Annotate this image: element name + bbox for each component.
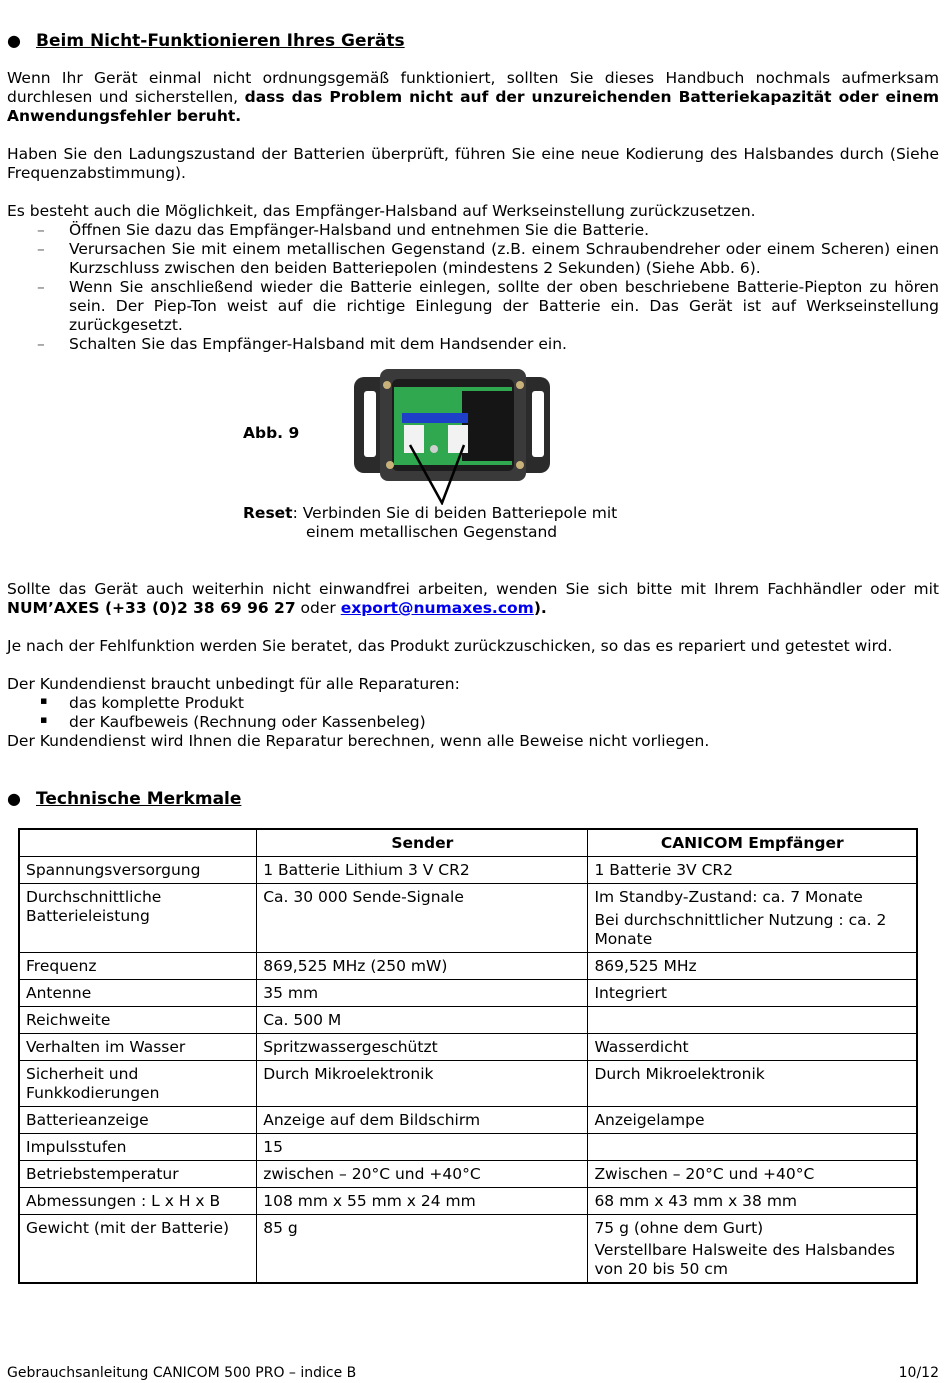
table-row <box>19 1134 917 1161</box>
header-receiver: CANICOM Empfänger <box>588 829 917 857</box>
receiver-cell: Anzeigelampe <box>588 1107 917 1134</box>
section-heading-malfunction: Beim Nicht-Funktionieren Ihres Geräts <box>36 31 405 51</box>
section-heading-specs: Technische Merkmale <box>36 789 242 809</box>
list-item-cont: sein. Der Piep-Ton weist auf die richtige Einlegung der Batterie ein. Das Gerät ist auf Werkseinstellung <box>69 297 939 315</box>
paragraph-line: Anwendungsfehler beruht. <box>7 107 242 125</box>
row-label: Spannungsversorgung <box>19 857 257 884</box>
receiver-cell: Zwischen – 20°C und +40°C <box>588 1161 917 1188</box>
table-row <box>19 980 917 1007</box>
sender-cell: Spritzwassergeschützt <box>257 1034 588 1061</box>
reset-caption: Reset: Verbinden Sie di beiden Batteriepole mit <box>243 504 618 522</box>
list-item: Öffnen Sie dazu das Empfänger-Halsband und entnehmen Sie die Batterie. <box>69 221 650 239</box>
paragraph-line: Der Kundendienst braucht unbedingt für alle Reparaturen: <box>7 675 460 693</box>
table-header-row <box>19 829 917 857</box>
table-row <box>19 884 917 953</box>
sender-cell: Ca. 30 000 Sende-Signale <box>257 884 588 953</box>
table-row <box>19 1188 917 1215</box>
receiver-cell <box>588 1134 917 1161</box>
reset-caption-cont: einem metallischen Gegenstand <box>306 523 558 541</box>
receiver-cell: 75 g (ohne dem Gurt) Verstellbare Halsweite des Halsbandes von 20 bis 50 cm <box>588 1215 917 1284</box>
paragraph-line: durchlesen und sicherstellen, dass das Problem nicht auf der unzureichenden Batteriekapazität oder einem <box>7 88 939 106</box>
list-dash: – <box>37 278 45 296</box>
figure-label: Abb. 9 <box>243 424 300 442</box>
table-row <box>19 1061 917 1107</box>
header-empty <box>19 829 257 857</box>
sender-cell: Durch Mikroelektronik <box>257 1061 588 1107</box>
sender-cell: 869,525 MHz (250 mW) <box>257 953 588 980</box>
row-label: Frequenz <box>19 953 257 980</box>
table-row <box>19 1215 917 1284</box>
receiver-cell: 1 Batterie 3V CR2 <box>588 857 917 884</box>
receiver-cell: 68 mm x 43 mm x 38 mm <box>588 1188 917 1215</box>
list-item-cont: Kurzschluss zwischen den beiden Batteriepolen (mindestens 2 Sekunden) (Siehe Abb. 6). <box>69 259 761 277</box>
sender-cell: zwischen – 20°C und +40°C <box>257 1161 588 1188</box>
section-bullet: ● <box>7 789 21 808</box>
receiver-cell: Durch Mikroelektronik <box>588 1061 917 1107</box>
list-square: ▪ <box>40 694 48 707</box>
list-item-cont: zurückgesetzt. <box>69 316 183 334</box>
table-row <box>19 857 917 884</box>
list-item: der Kaufbeweis (Rechnung oder Kassenbeleg) <box>69 713 426 731</box>
receiver-cell <box>588 1007 917 1034</box>
header-sender: Sender <box>257 829 588 857</box>
list-item: Schalten Sie das Empfänger-Halsband mit dem Handsender ein. <box>69 335 567 353</box>
sender-cell: 85 g <box>257 1215 588 1284</box>
list-square: ▪ <box>40 713 48 726</box>
sender-cell: 35 mm <box>257 980 588 1007</box>
receiver-cell: Wasserdicht <box>588 1034 917 1061</box>
table-row <box>19 1161 917 1188</box>
receiver-cell: Im Standby-Zustand: ca. 7 Monate Bei durchschnittlicher Nutzung : ca. 2 Monate <box>588 884 917 953</box>
row-label: Impulsstufen <box>19 1134 257 1161</box>
list-item: Verursachen Sie mit einem metallischen Gegenstand (z.B. einem Schraubendreher oder einem Scheren) einen <box>69 240 939 258</box>
sender-cell: 108 mm x 55 mm x 24 mm <box>257 1188 588 1215</box>
table-row <box>19 953 917 980</box>
list-item: Wenn Sie anschließend wieder die Batterie einlegen, sollte der oben beschriebene Batterie-Piepton zu hören <box>69 278 939 296</box>
sender-cell: 1 Batterie Lithium 3 V CR2 <box>257 857 588 884</box>
row-label: Durchschnittliche Batterieleistung <box>19 884 257 953</box>
paragraph-line: Frequenzabstimmung). <box>7 164 186 182</box>
row-label: Reichweite <box>19 1007 257 1034</box>
table-row <box>19 1034 917 1061</box>
paragraph-line: Der Kundendienst wird Ihnen die Reparatur berechnen, wenn alle Beweise nicht vorliegen. <box>7 732 710 750</box>
sender-cell: 15 <box>257 1134 588 1161</box>
table-row <box>19 1107 917 1134</box>
row-label: Sicherheit und Funkkodierungen <box>19 1061 257 1107</box>
row-label: Batterieanzeige <box>19 1107 257 1134</box>
list-dash: – <box>37 221 45 239</box>
row-label: Verhalten im Wasser <box>19 1034 257 1061</box>
paragraph-line: Sollte das Gerät auch weiterhin nicht einwandfrei arbeiten, wenden Sie sich bitte mit Ihrem Fachhändler oder mit <box>7 580 939 598</box>
paragraph-line: Wenn Ihr Gerät einmal nicht ordnungsgemäß funktioniert, sollten Sie dieses Handbuch nochmals aufmerksam <box>7 69 939 87</box>
table-row <box>19 1007 917 1034</box>
email-link[interactable]: export@numaxes.com <box>340 599 534 617</box>
sender-cell: Anzeige auf dem Bildschirm <box>257 1107 588 1134</box>
receiver-cell: 869,525 MHz <box>588 953 917 980</box>
row-label: Betriebstemperatur <box>19 1161 257 1188</box>
paragraph-line: Je nach der Fehlfunktion werden Sie beratet, das Produkt zurückzuschicken, so das es repariert und getestet wird. <box>7 637 893 655</box>
row-label: Abmessungen : L x H x B <box>19 1188 257 1215</box>
receiver-cell: Integriert <box>588 980 917 1007</box>
paragraph-line: Haben Sie den Ladungszustand der Batterien überprüft, führen Sie eine neue Kodierung des Halsbandes durch (Siehe <box>7 145 939 163</box>
page-number: 10/12 <box>898 1365 939 1381</box>
list-dash: – <box>37 335 45 353</box>
footer-title: Gebrauchsanleitung CANICOM 500 PRO – indice B <box>7 1365 357 1381</box>
spec-table <box>18 828 918 1284</box>
device-battery-illustration <box>352 365 557 505</box>
row-label: Antenne <box>19 980 257 1007</box>
section-bullet: ● <box>7 31 21 50</box>
list-item: das komplette Produkt <box>69 694 244 712</box>
list-dash: – <box>37 240 45 258</box>
sender-cell: Ca. 500 M <box>257 1007 588 1034</box>
row-label: Gewicht (mit der Batterie) <box>19 1215 257 1284</box>
paragraph-line: NUM’AXES (+33 (0)2 38 69 96 27 oder export@numaxes.com). <box>7 599 547 617</box>
paragraph-line: Es besteht auch die Möglichkeit, das Empfänger-Halsband auf Werkseinstellung zurückzusetzen. <box>7 202 756 220</box>
